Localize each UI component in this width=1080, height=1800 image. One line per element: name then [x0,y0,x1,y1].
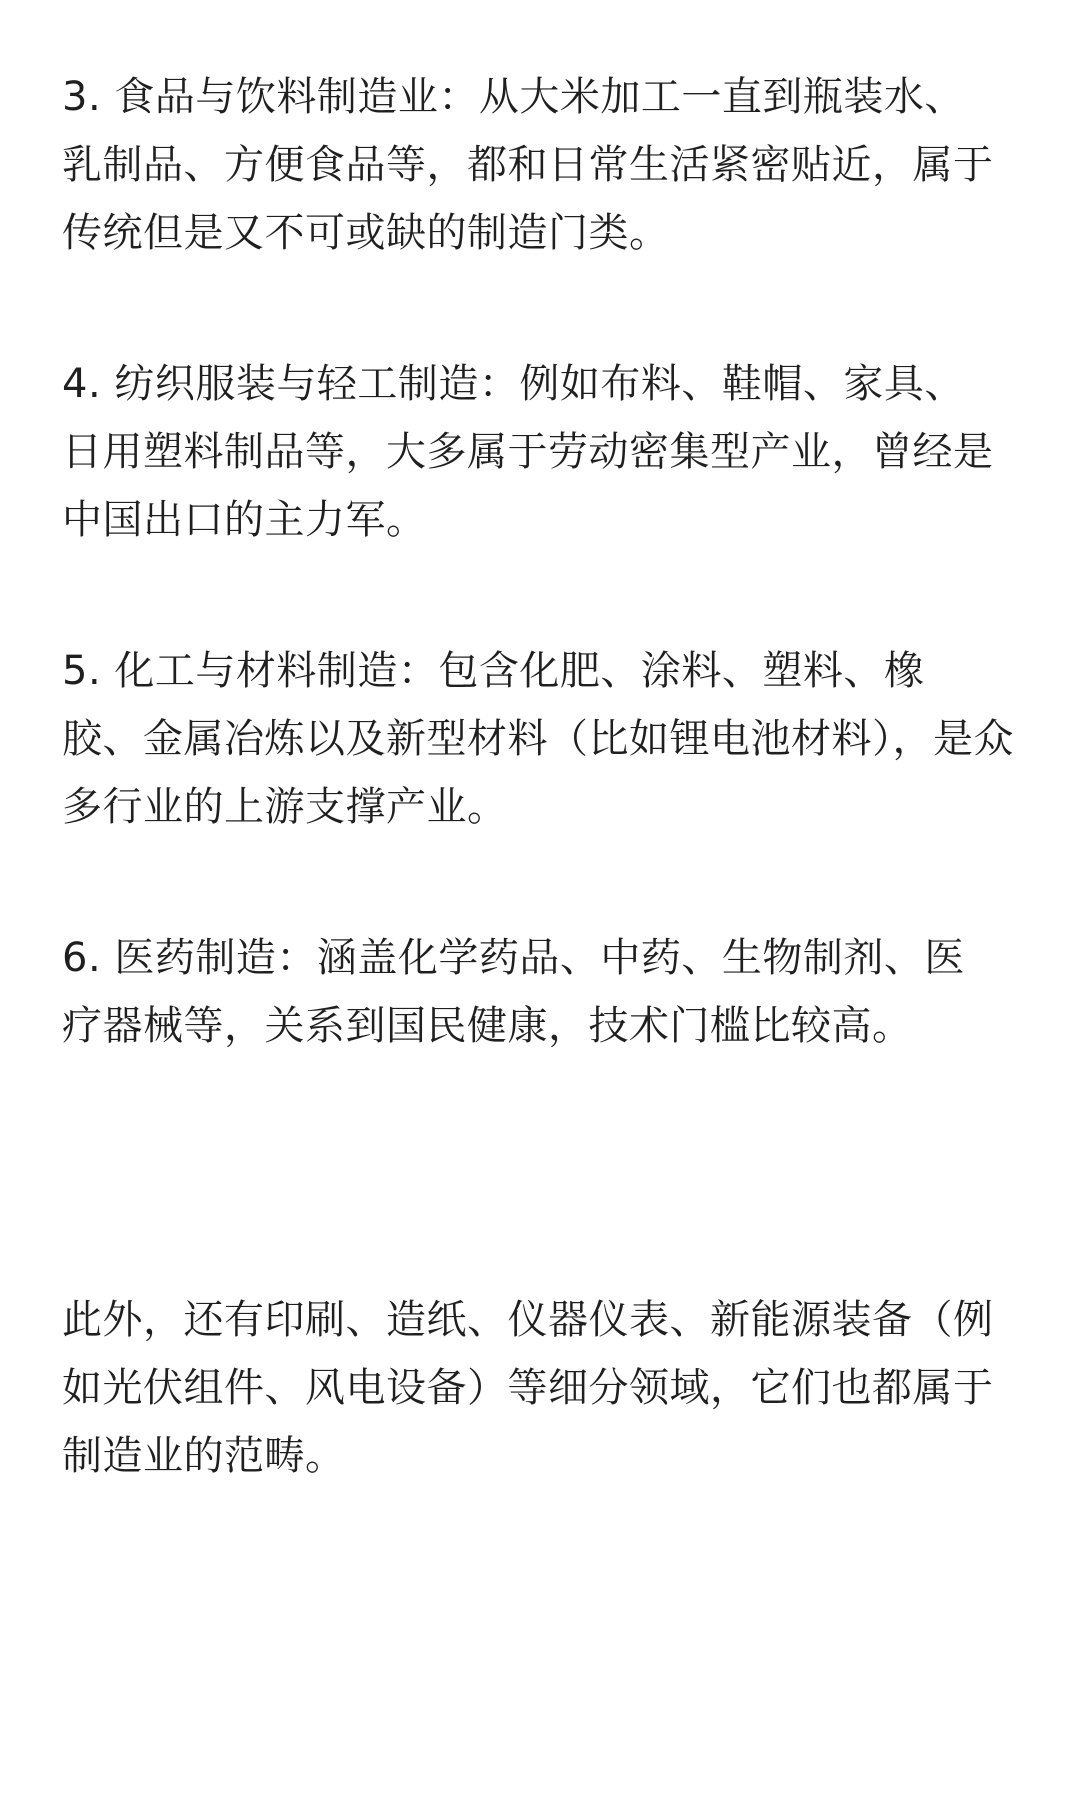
list-item-chemical-materials [62,637,1022,841]
text-line: 乳制品、方便食品等，都和日常生活紧密贴近，属于 [62,142,994,188]
text-line: 此外，还有印刷、造纸、仪器仪表、新能源装备（例 [62,1297,994,1343]
text-line: 4. 纺织服装与轻工制造：例如布料、鞋帽、家具、 [62,361,965,407]
list-item-food-beverage [62,63,1022,267]
text-line: 多行业的上游支撑产业。 [62,784,508,830]
list-item-textile-light-industry [62,350,1022,554]
text-line: 制造业的范畴。 [62,1433,346,1479]
text-line: 中国出口的主力军。 [62,497,427,543]
text-line: 5. 化工与材料制造：包含化肥、涂料、塑料、橡 [62,648,925,694]
list-item-pharmaceutical [62,924,1022,1060]
closing-paragraph [62,1286,1022,1490]
text-line: 3. 食品与饮料制造业：从大米加工一直到瓶装水、 [62,74,965,120]
text-line: 如光伏组件、风电设备）等细分领域，它们也都属于 [62,1365,994,1411]
text-line: 传统但是又不可或缺的制造门类。 [62,210,670,256]
text-line: 日用塑料制品等，大多属于劳动密集型产业，曾经是 [62,429,994,475]
text-line: 疗器械等，关系到国民健康，技术门槛比较高。 [62,1003,913,1049]
text-line: 胶、金属冶炼以及新型材料（比如锂电池材料），是众 [62,716,1014,762]
text-line: 6. 医药制造：涵盖化学药品、中药、生物制剂、医 [62,935,965,981]
